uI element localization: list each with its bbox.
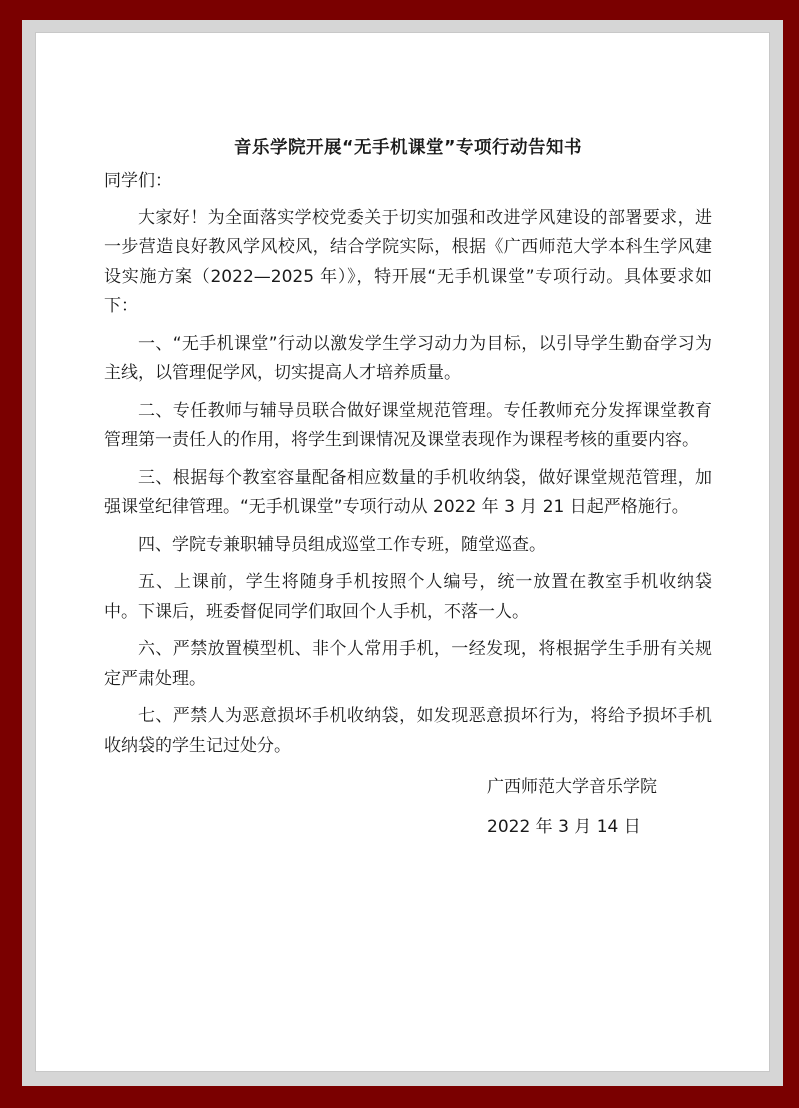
paragraph-item-5: 五、上课前，学生将随身手机按照个人编号，统一放置在教室手机收纳袋中。下课后，班委督促同学们取回个人手机，不落一人。 <box>104 572 712 622</box>
document-page <box>35 32 770 1072</box>
document-body <box>104 135 712 842</box>
page-frame <box>22 20 783 1086</box>
paragraph-item-4: 四、学院专兼职辅导员组成巡堂工作专班，随堂巡查。 <box>138 534 546 555</box>
paragraph-item-3: 三、根据每个教室容量配备相应数量的手机收纳袋，做好课堂规范管理，加强课堂纪律管理。“无手机课堂”专项行动从 2022 年 3 月 21 日起严格施行。 <box>104 467 712 517</box>
paragraph-item-6: 六、严禁放置模型机、非个人常用手机，一经发现，将根据学生手册有关规定严肃处理。 <box>104 639 712 689</box>
document-title: 音乐学院开展“无手机课堂”专项行动告知书 <box>233 138 582 158</box>
signature-organization: 广西师范大学音乐学院 <box>487 777 657 797</box>
paragraph-item-1: 一、“无手机课堂”行动以激发学生学习动力为目标，以引导学生勤奋学习为主线，以管理促学风，切实提高人才培养质量。 <box>104 333 712 383</box>
signature-block <box>487 773 712 842</box>
salutation: 同学们： <box>104 171 172 191</box>
paragraph-item-2: 二、专任教师与辅导员联合做好课堂规范管理。专任教师充分发挥课堂教育管理第一责任人的作用，将学生到课情况及课堂表现作为课程考核的重要内容。 <box>104 400 712 450</box>
paragraph-item-7: 七、严禁人为恶意损坏手机收纳袋，如发现恶意损坏行为，将给予损坏手机收纳袋的学生记过处分。 <box>104 706 712 756</box>
signature-date: 2022 年 3 月 14 日 <box>487 816 641 837</box>
paragraph-intro: 大家好！为全面落实学校党委关于切实加强和改进学风建设的部署要求，进一步营造良好教风学风校风，结合学院实际，根据《广西师范大学本科生学风建设实施方案（2022—2025 年）》，特开展“无手机课堂”专项行动。具体要求如下： <box>104 207 712 316</box>
